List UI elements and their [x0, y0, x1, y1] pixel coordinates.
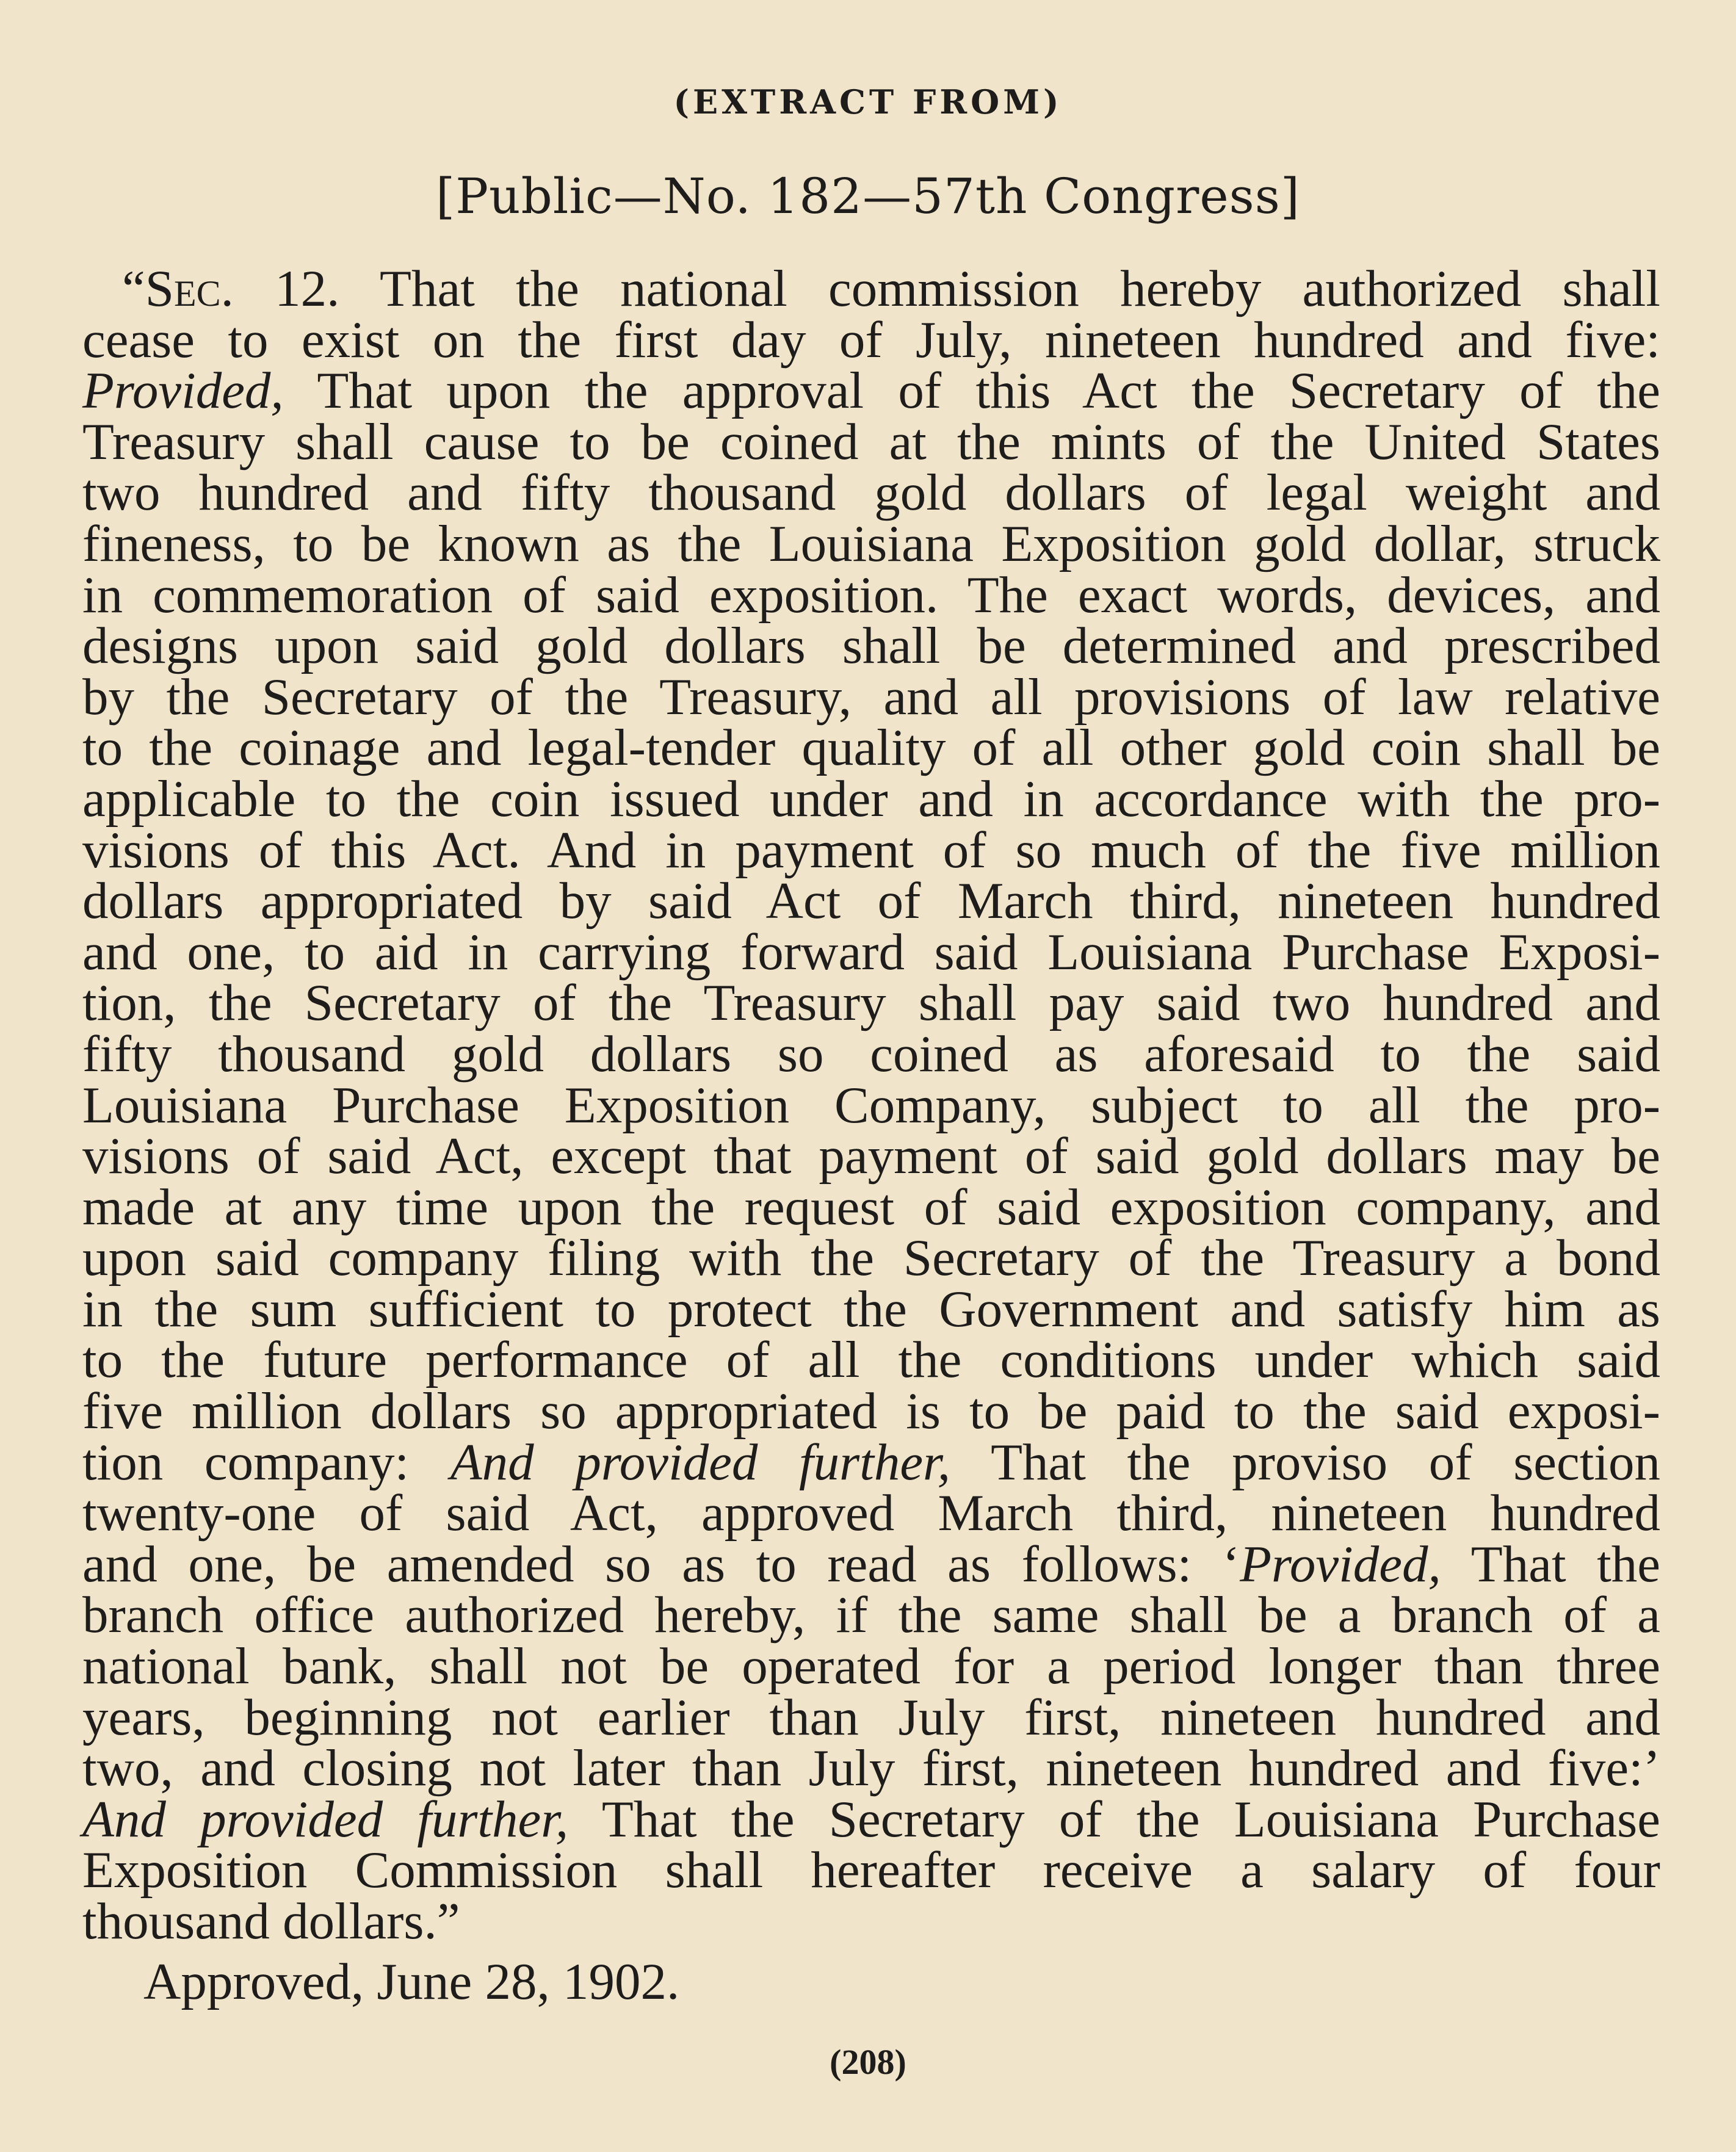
text-line: twenty-one of said Act, approved March third, nineteen hundred [82, 1484, 1660, 1542]
text-line: applicable to the coin issued under and in accordance with the pro- [82, 770, 1660, 828]
section-12-text [82, 260, 1660, 1950]
text-line: dollars appropriated by said Act of March third, nineteen hundred [82, 872, 1660, 930]
text-line: “Sec. 12. That the national commission hereby authorized shall [122, 260, 1660, 317]
text-line: to the coinage and legal-tender quality of all other gold coin shall be [82, 719, 1660, 777]
page-number: (208) [830, 2042, 906, 2082]
text-line: visions of said Act, except that payment of said gold dollars may be [82, 1127, 1660, 1185]
text-line: visions of this Act. And in payment of so much of the five million [82, 821, 1660, 879]
text-line: And provided further, That the Secretary of the Louisiana Purchase [82, 1790, 1660, 1848]
text-line: by the Secretary of the Treasury, and all provisions of law relative [82, 668, 1660, 726]
text-line: in commemoration of said exposition. The exact words, devices, and [82, 566, 1660, 624]
text-line: cease to exist on the first day of July, nineteen hundred and five: [82, 311, 1660, 369]
text-line: made at any time upon the request of said exposition company, and [82, 1178, 1660, 1236]
text-line: Provided, That upon the approval of this Act the Secretary of the [82, 362, 1660, 420]
text-line: years, beginning not earlier than July first, nineteen hundred and [82, 1688, 1660, 1746]
text-line: Treasury shall cause to be coined at the mints of the United States [82, 413, 1660, 471]
text-line: to the future performance of all the conditions under which said [82, 1331, 1660, 1389]
text-line: upon said company filing with the Secretary of the Treasury a bond [82, 1229, 1660, 1287]
text-line: tion, the Secretary of the Treasury shall pay said two hundred and [82, 974, 1660, 1032]
text-line: fifty thousand gold dollars so coined as aforesaid to the said [82, 1025, 1660, 1083]
text-line: national bank, shall not be operated for a period longer than three [82, 1637, 1660, 1695]
text-line: fineness, to be known as the Louisiana Exposition gold dollar, struck [82, 515, 1660, 572]
text-line: designs upon said gold dollars shall be determined and prescribed [82, 617, 1660, 675]
text-line: thousand dollars.” [82, 1893, 460, 1950]
text-line: branch office authorized hereby, if the same shall be a branch of a [82, 1586, 1660, 1644]
public-law-heading: [Public—No. 182—57th Congress] [436, 168, 1300, 225]
text-line: Exposition Commission shall hereafter receive a salary of four [82, 1841, 1660, 1899]
text-line: tion company: And provided further, That the proviso of section [82, 1433, 1660, 1491]
text-line: two hundred and fifty thousand gold dollars of legal weight and [82, 464, 1660, 522]
text-line: five million dollars so appropriated is to be paid to the said exposi- [82, 1382, 1660, 1440]
approval-date: Approved, June 28, 1902. [143, 1953, 680, 2010]
text-line: Louisiana Purchase Exposition Company, subject to all the pro- [82, 1076, 1660, 1134]
extract-label: (EXTRACT FROM) [673, 82, 1063, 121]
text-line: and one, to aid in carrying forward said Louisiana Purchase Exposi- [82, 923, 1660, 981]
text-line: and one, be amended so as to read as follows: ‘Provided, That the [82, 1535, 1660, 1593]
text-line: in the sum sufficient to protect the Government and satisfy him as [82, 1280, 1660, 1338]
text-line: two, and closing not later than July first, nineteen hundred and five:’ [82, 1739, 1660, 1797]
